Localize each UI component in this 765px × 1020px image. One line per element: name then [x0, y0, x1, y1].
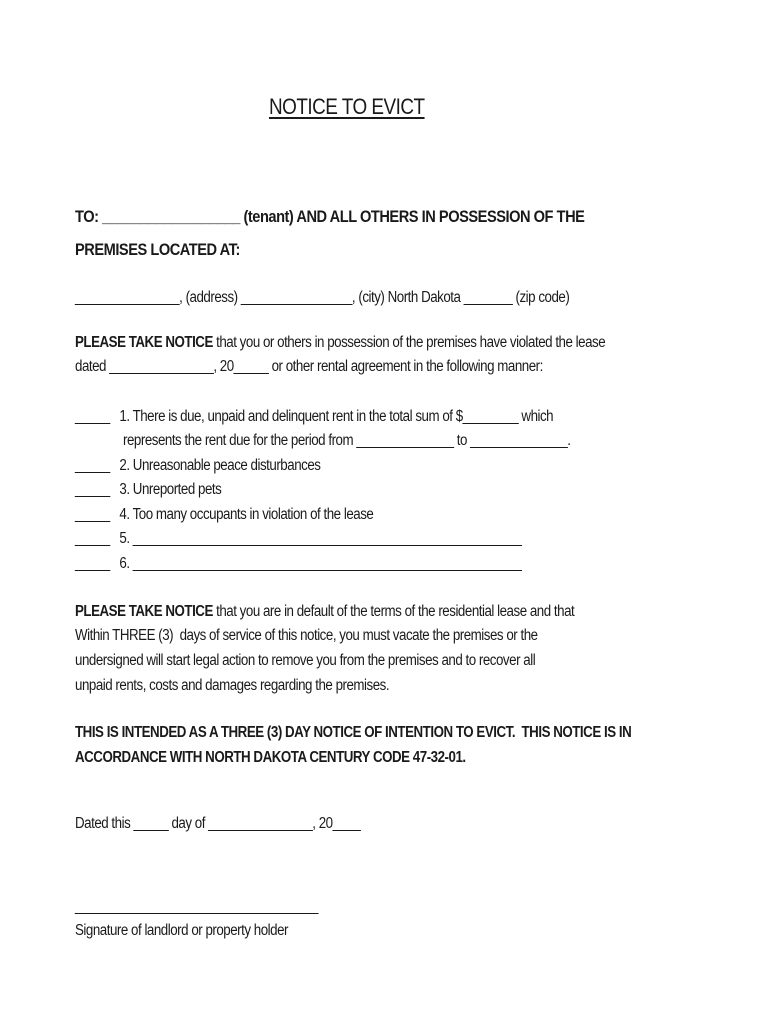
check-blank: _____: [75, 506, 110, 523]
violation-text: 3. Unreported pets: [119, 481, 222, 498]
violation-text: 2. Unreasonable peace disturbances: [119, 457, 321, 474]
check-blank: _____: [75, 457, 110, 474]
violation-item-6: [75, 555, 521, 573]
premises-heading: PREMISES LOCATED AT:: [75, 240, 240, 259]
violation-item-1-continued: represents the rent due for the period from ______________ to ______________.: [123, 432, 571, 449]
page-title: NOTICE TO EVICT: [269, 94, 425, 119]
address-line: _______________, (address) ________________, (city) North Dakota _______ (zip code): [75, 289, 570, 306]
notice-text: that you are in default of the terms of the residential lease and that: [212, 603, 575, 620]
violation-item-2: [75, 457, 320, 475]
check-blank: _____: [75, 555, 110, 572]
dated-line: Dated this _____ day of _______________, 20____: [75, 815, 361, 832]
notice-paragraph-2-line-1: [75, 603, 574, 621]
intent-statement-line-1: THIS IS INTENDED AS A THREE (3) DAY NOTICE OF INTENTION TO EVICT. THIS NOTICE IS IN: [75, 724, 632, 741]
violation-item-4: [75, 506, 373, 524]
notice-heading: PLEASE TAKE NOTICE: [75, 603, 213, 620]
notice-heading: PLEASE TAKE NOTICE: [75, 334, 213, 351]
intent-statement-line-2: ACCORDANCE WITH NORTH DAKOTA CENTURY CODE 47-32-01.: [75, 749, 466, 766]
notice-paragraph-2-line-2: Within THREE (3) days of service of this notice, you must vacate the premises or the: [75, 627, 538, 644]
violation-text: 1. There is due, unpaid and delinquent rent in the total sum of $________ which: [119, 408, 554, 425]
notice-text: that you or others in possession of the premises have violated the lease: [212, 334, 606, 351]
violation-item-1: [75, 408, 553, 426]
violation-text: 5. ________________________________________________________: [119, 530, 522, 547]
notice-paragraph-2-line-3: undersigned will start legal action to remove you from the premises and to recover all: [75, 652, 536, 669]
notice-paragraph-1-line-2: dated _______________, 20_____ or other rental agreement in the following manner:: [75, 358, 543, 375]
check-blank: _____: [75, 481, 110, 498]
notice-paragraph-2-line-4: unpaid rents, costs and damages regarding the premises.: [75, 677, 390, 694]
check-blank: _____: [75, 408, 110, 425]
violation-text: 6. ________________________________________________________: [119, 555, 522, 572]
signature-label: Signature of landlord or property holder: [75, 922, 289, 939]
violation-item-5: [75, 530, 521, 548]
check-blank: _____: [75, 530, 110, 547]
violation-text: 4. Too many occupants in violation of the lease: [119, 506, 374, 523]
notice-paragraph-1-line-1: [75, 334, 605, 352]
violation-item-3: [75, 481, 221, 499]
addressee-line: TO: __________________ (tenant) AND ALL OTHERS IN POSSESSION OF THE: [75, 207, 585, 226]
signature-rule: ___________________________________: [75, 898, 318, 915]
